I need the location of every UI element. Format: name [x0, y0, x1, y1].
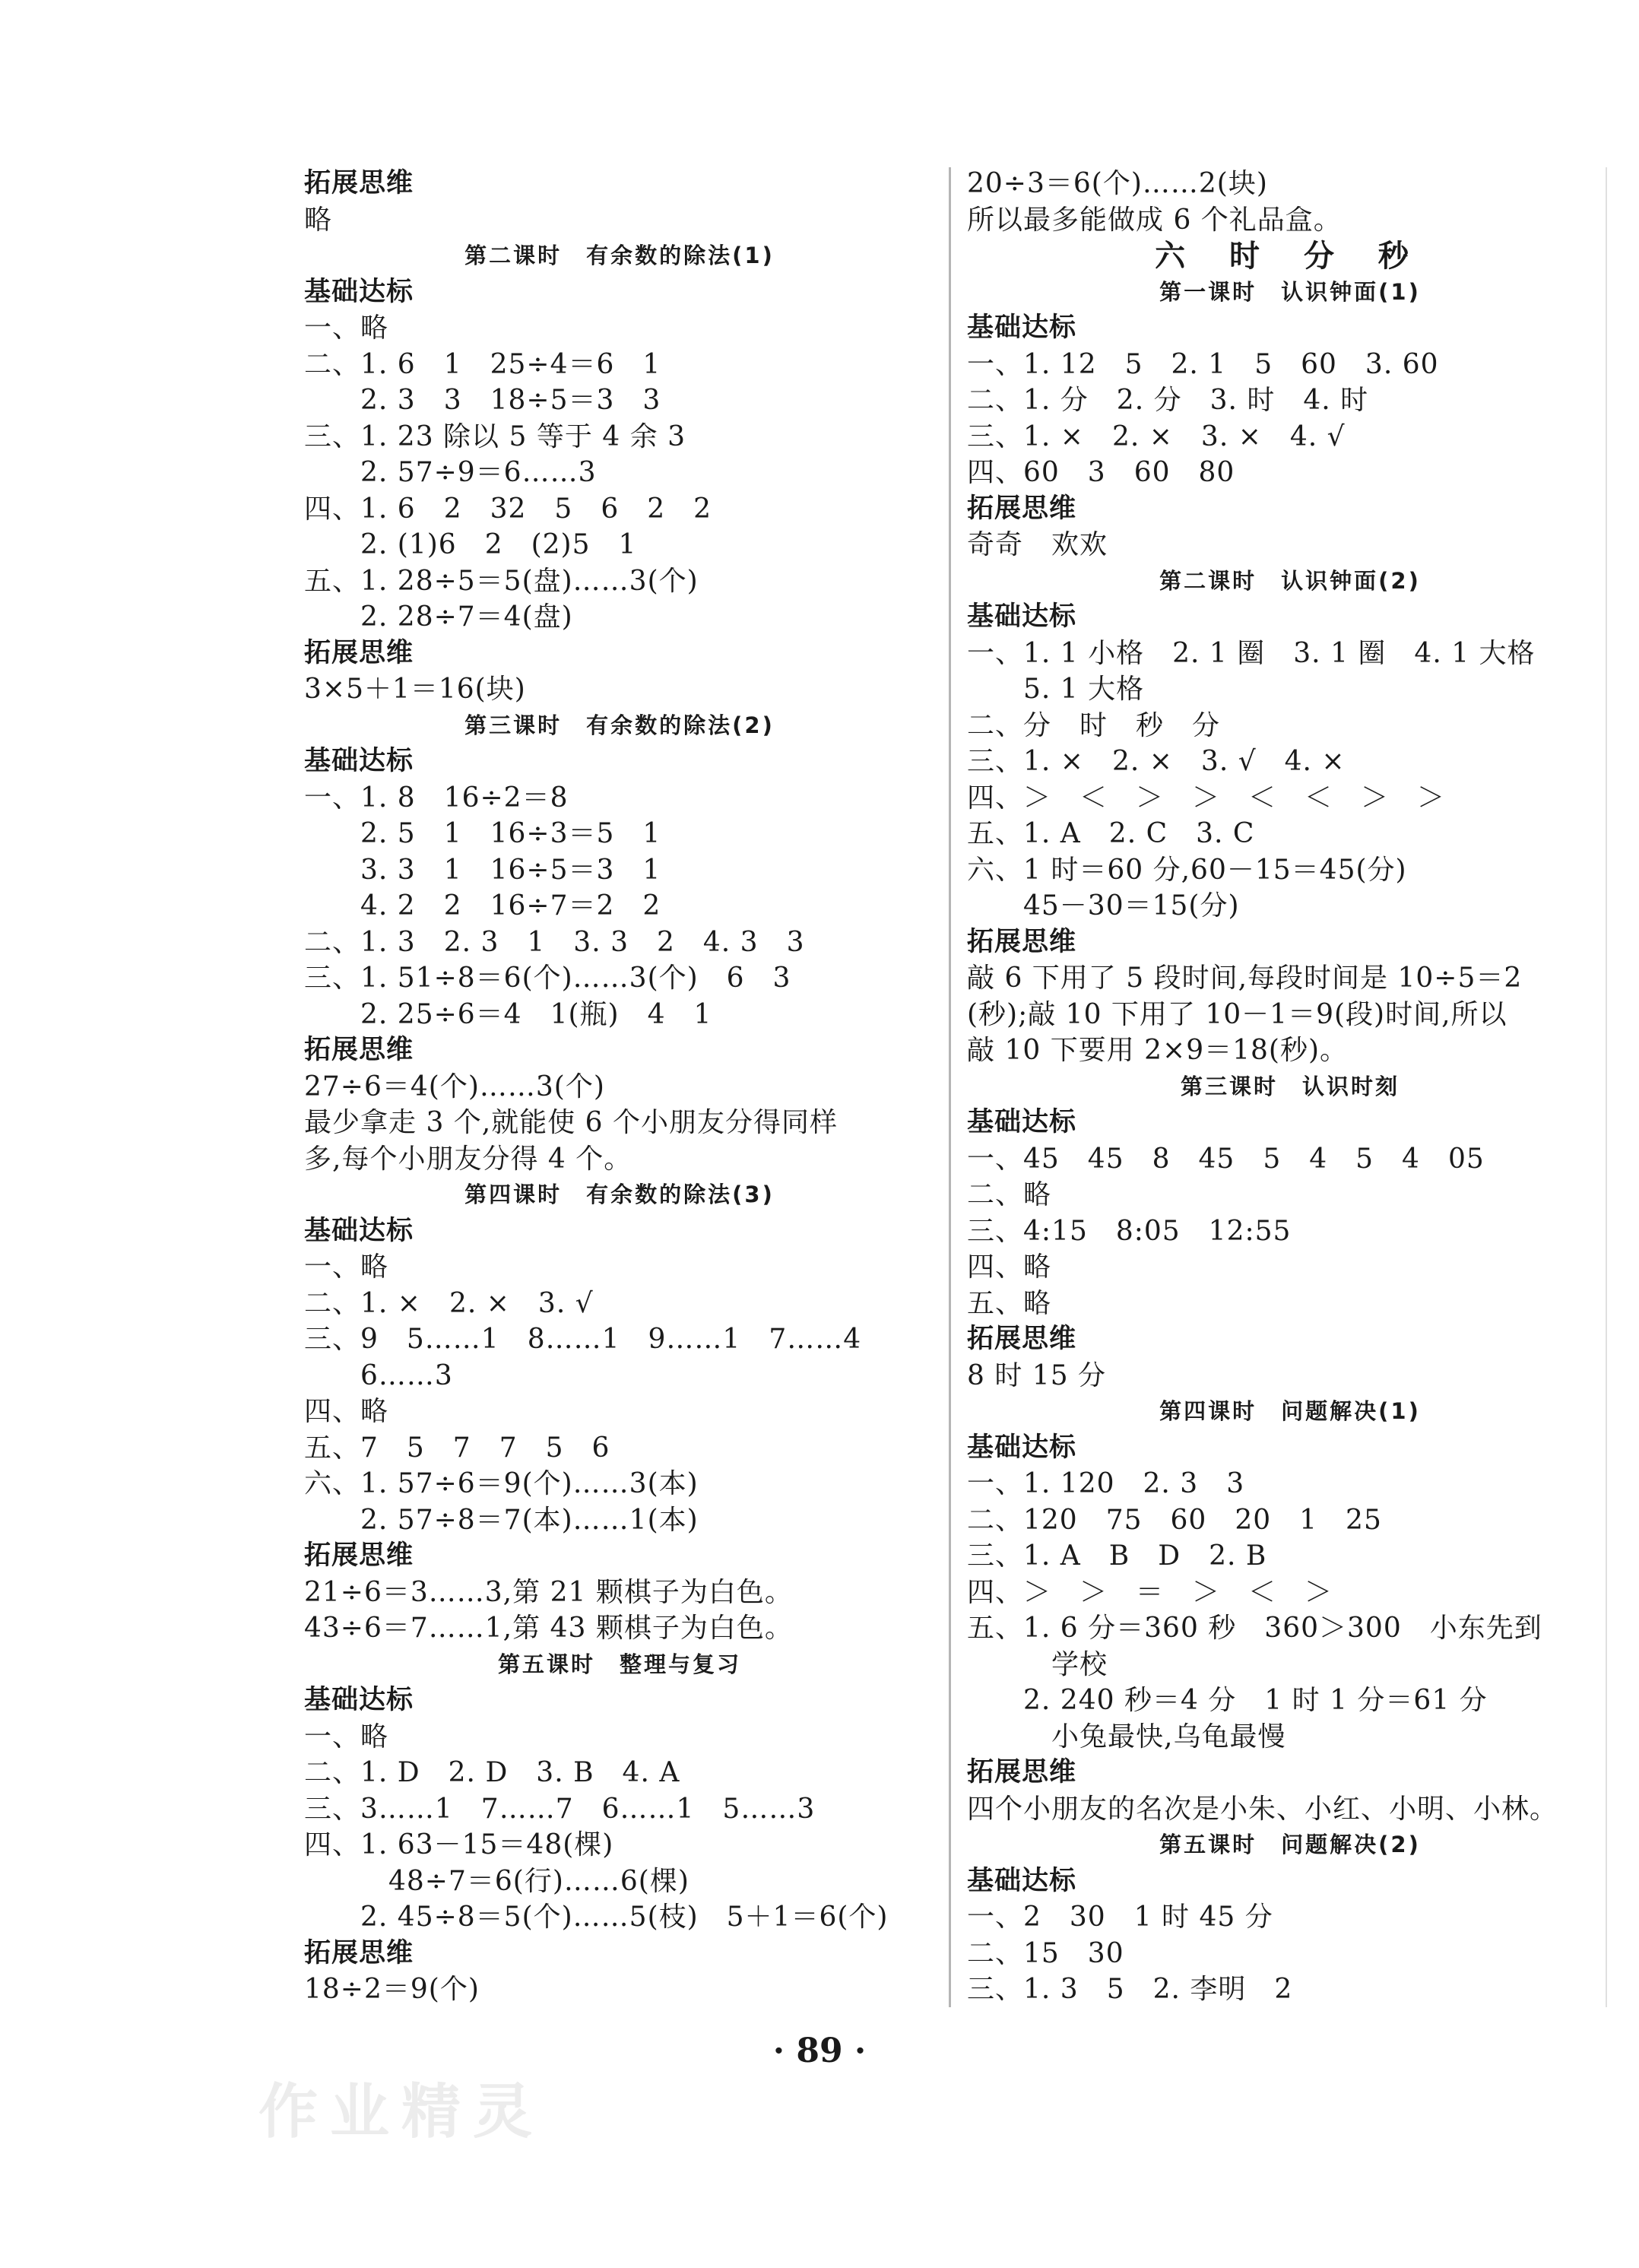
answer-line: 多,每个小朋友分得 4 个。 [304, 1143, 632, 1175]
answer-line: 一、1. 12 5 2. 1 5 60 3. 60 [967, 348, 1439, 380]
answer-line: 四、略 [967, 1251, 1052, 1283]
answer-line: 六、1 时＝60 分,60－15＝45(分) [967, 854, 1407, 886]
lesson-title: 第三课时 有余数的除法(2) [464, 712, 775, 738]
section-heading: 基础达标 [967, 1865, 1077, 1896]
answer-line: 3×5＋1＝16(块) [304, 674, 526, 705]
answer-line: 3. 3 1 16÷5＝3 1 [304, 854, 661, 886]
answer-line: 2. 45÷8＝5(个)……5(枝) 5＋1＝6(个) [304, 1902, 889, 1933]
answer-line: 2. 28÷7＝4(盘) [304, 601, 573, 633]
answer-line: 四个小朋友的名次是小朱、小红、小明、小林。 [967, 1793, 1558, 1825]
answer-line: 敲 6 下用了 5 段时间,每段时间是 10÷5＝2 [967, 963, 1523, 994]
answer-line: 三、9 5……1 8……1 9……1 7……4 [304, 1324, 862, 1355]
answer-line: 五、1. A 2. C 3. C [967, 818, 1255, 849]
section-heading: 基础达标 [304, 1215, 414, 1246]
lesson-title: 第五课时 整理与复习 [497, 1651, 741, 1677]
answer-line: 四、＞ ＞ ＝ ＞ ＜ ＞ [967, 1576, 1333, 1608]
answer-line: 20÷3＝6(个)……2(块) [967, 168, 1268, 199]
answer-line: 三、1. 3 5 2. 李明 2 [967, 1974, 1293, 2005]
answer-line: 最少拿走 3 个,就能使 6 个小朋友分得同样 [304, 1107, 839, 1138]
answer-line: 一、略 [304, 1251, 389, 1283]
answer-line: 21÷6＝3……3,第 21 颗棋子为白色。 [304, 1576, 793, 1608]
page-number: · 89 · [772, 2032, 867, 2070]
answer-line: 27÷6＝4(个)……3(个) [304, 1071, 605, 1102]
answer-line: 一、1. 1 小格 2. 1 圈 3. 1 圈 4. 1 大格 [967, 637, 1536, 669]
answer-line: 四、1. 6 2 32 5 6 2 2 [304, 493, 712, 525]
answer-line: 一、45 45 8 45 5 4 5 4 05 [967, 1143, 1485, 1175]
answer-line: 略 [304, 204, 333, 236]
answer-line: 5. 1 大格 [967, 674, 1145, 705]
answer-line: 五、7 5 7 7 5 6 [304, 1432, 610, 1464]
section-heading: 基础达标 [967, 312, 1077, 343]
answer-line: 四、60 3 60 80 [967, 457, 1235, 488]
answer-line: 一、1. 8 16÷2＝8 [304, 782, 569, 814]
section-heading: 拓展思维 [304, 1540, 414, 1571]
answer-line: 五、1. 28÷5＝5(盘)……3(个) [304, 565, 699, 597]
answer-line: 二、1. × 2. × 3. √ [304, 1287, 594, 1319]
answer-line: 2. (1)6 2 (2)5 1 [304, 529, 637, 560]
answer-line: 二、1. 3 2. 3 1 3. 3 2 4. 3 3 [304, 926, 805, 958]
answer-line: 8 时 15 分 [967, 1359, 1107, 1391]
answer-line: 三、1. × 2. × 3. × 4. √ [967, 420, 1346, 452]
answer-line: 43÷6＝7……1,第 43 颗棋子为白色。 [304, 1613, 793, 1644]
section-heading: 基础达标 [304, 746, 414, 776]
answer-line: 三、1. 51÷8＝6(个)……3(个) 6 3 [304, 963, 791, 994]
lesson-title: 第三课时 认识时刻 [1180, 1073, 1400, 1099]
answer-line: 二、120 75 60 20 1 25 [967, 1504, 1382, 1536]
answer-line: 小兔最快,乌龟最慢 [967, 1721, 1286, 1753]
answer-line: 一、2 30 1 时 45 分 [967, 1902, 1273, 1933]
section-heading: 拓展思维 [304, 1937, 414, 1968]
answer-line: 2. 57÷9＝6……3 [304, 457, 597, 488]
answer-line: 二、1. 分 2. 分 3. 时 4. 时 [967, 385, 1369, 416]
answer-line: 一、略 [304, 1721, 389, 1753]
answer-line: 四、＞ ＜ ＞ ＞ ＜ ＜ ＞ ＞ [967, 782, 1446, 814]
section-heading: 基础达标 [304, 276, 414, 307]
section-heading: 拓展思维 [967, 926, 1077, 957]
watermark-text: 作业精灵 [258, 2078, 545, 2146]
answer-line: 六、1. 57÷6＝9(个)……3(本) [304, 1468, 699, 1499]
section-heading: 基础达标 [304, 1685, 414, 1715]
answer-line: 三、1. A B D 2. B [967, 1540, 1267, 1572]
answer-line: 48÷7＝6(行)……6(棵) [304, 1865, 690, 1897]
section-heading: 基础达标 [967, 1432, 1077, 1463]
answer-line: 三、4:15 8:05 12:55 [967, 1215, 1292, 1247]
answer-line: 4. 2 2 16÷7＝2 2 [304, 890, 661, 921]
answer-line: 二、15 30 [967, 1937, 1124, 1969]
answer-line: 2. 3 3 18÷5＝3 3 [304, 385, 661, 416]
answer-line: 二、分 时 秒 分 [967, 709, 1221, 741]
answer-line: 2. 57÷8＝7(本)……1(本) [304, 1504, 699, 1536]
answer-line: 2. 25÷6＝4 1(瓶) 4 1 [304, 998, 712, 1030]
answer-line: (秒);敲 10 下用了 10－1＝9(段)时间,所以 [967, 998, 1507, 1030]
lesson-title: 第二课时 认识钟面(2) [1159, 567, 1421, 594]
section-heading: 拓展思维 [967, 1757, 1077, 1787]
answer-line: 45－30＝15(分) [967, 890, 1240, 921]
lesson-title: 第二课时 有余数的除法(1) [464, 243, 775, 268]
lesson-title: 第四课时 有余数的除法(3) [464, 1182, 775, 1207]
answer-line: 三、1. × 2. × 3. √ 4. × [967, 746, 1346, 777]
answer-line: 18÷2＝9(个) [304, 1974, 480, 2005]
answer-line: 敲 10 下要用 2×9＝18(秒)。 [967, 1035, 1349, 1066]
answer-line: 五、1. 6 分＝360 秒 360＞300 小东先到 [967, 1613, 1542, 1644]
answer-line: 四、1. 63－15＝48(棵) [304, 1829, 614, 1860]
lesson-title: 第四课时 问题解决(1) [1159, 1398, 1421, 1424]
left-answer-column [304, 166, 935, 2008]
section-heading: 基础达标 [967, 601, 1077, 632]
answer-line: 二、略 [967, 1179, 1052, 1210]
section-heading: 拓展思维 [304, 168, 414, 198]
lesson-title: 第一课时 认识钟面(1) [1159, 278, 1421, 305]
section-heading: 拓展思维 [967, 493, 1077, 524]
answer-line: 2. 5 1 16÷3＝5 1 [304, 818, 661, 849]
section-heading: 基础达标 [967, 1107, 1077, 1137]
section-heading: 拓展思维 [967, 1324, 1077, 1354]
answer-line: 所以最多能做成 6 个礼品盒。 [967, 204, 1342, 236]
answer-line: 一、略 [304, 312, 389, 344]
answer-line: 2. 240 秒＝4 分 1 时 1 分＝61 分 [967, 1685, 1488, 1716]
answer-line: 四、略 [304, 1396, 389, 1427]
chapter-title: 六 时 分 秒 [1155, 238, 1425, 274]
answer-line: 五、略 [967, 1287, 1052, 1319]
answer-line: 三、1. 23 除以 5 等于 4 余 3 [304, 420, 686, 452]
answer-line: 三、3……1 7……7 6……1 5……3 [304, 1793, 816, 1825]
answer-line: 6……3 [304, 1359, 453, 1391]
right-answer-column [967, 166, 1613, 2008]
section-heading: 拓展思维 [304, 1035, 414, 1065]
section-heading: 拓展思维 [304, 637, 414, 668]
answer-line: 奇奇 欢欢 [967, 529, 1108, 560]
answer-line: 学校 [967, 1648, 1108, 1680]
answer-line: 二、1. 6 1 25÷4＝6 1 [304, 348, 661, 380]
column-divider [949, 167, 951, 2007]
lesson-title: 第五课时 问题解决(2) [1159, 1832, 1421, 1857]
answer-line: 二、1. D 2. D 3. B 4. A [304, 1757, 680, 1788]
answer-line: 一、1. 120 2. 3 3 [967, 1468, 1245, 1499]
